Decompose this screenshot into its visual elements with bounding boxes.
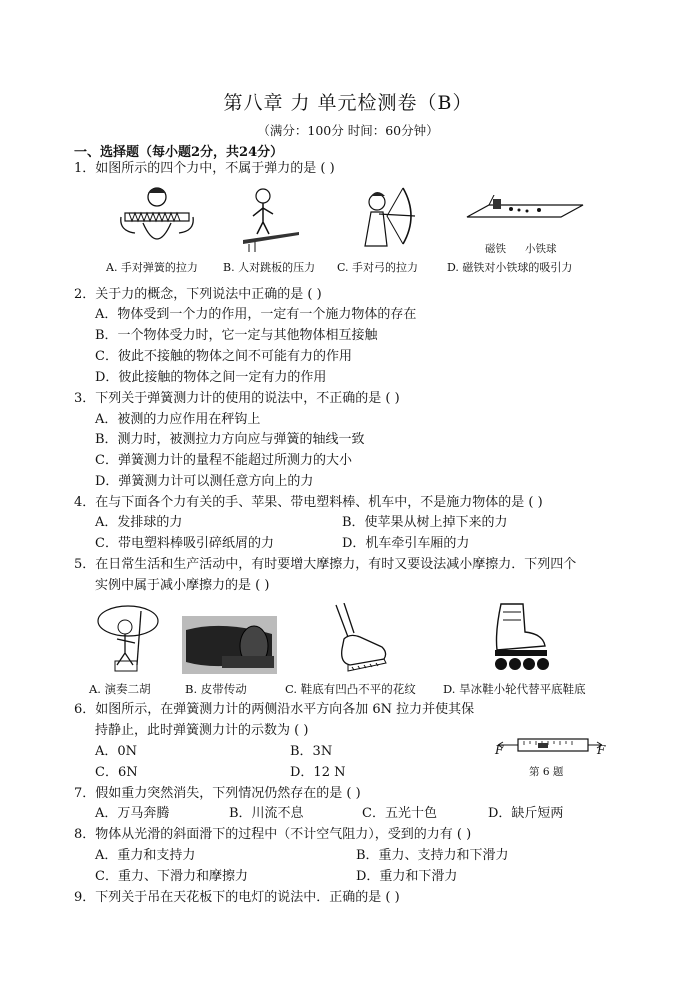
question-1: 1．如图所示的四个力中，不属于弹力的是 ( ): [74, 161, 335, 176]
fig6-caption: 第 6 题: [529, 766, 564, 778]
question-2: 2．关于力的概念，下列说法中正确的是 ( ): [74, 287, 322, 302]
question-5-line2: 实例中属于减小摩擦力的是 ( ): [95, 578, 270, 593]
question-9: 9．下列关于吊在天花板下的电灯的说法中．正确的是 ( ): [74, 890, 400, 905]
q8-option-b: B．重力、支持力和下滑力: [356, 848, 509, 863]
q1-caption-d: D. 磁铁对小铁球的吸引力: [447, 261, 573, 274]
q2-option-c: C．彼此不接触的物体之间不可能有力的作用: [95, 349, 352, 364]
q3-option-a: A．被测的力应作用在秤钩上: [95, 412, 261, 427]
force-label-right: F: [597, 743, 606, 757]
q7-option-d: D．缺斤短两: [488, 806, 564, 821]
q4-option-c: C．带电塑料棒吸引碎纸屑的力: [95, 536, 274, 551]
q3-option-c: C．弹簧测力计的量程不能超过所测力的大小: [95, 453, 352, 468]
q8-option-d: D．重力和下滑力: [356, 869, 458, 884]
force-label-left: F: [495, 743, 504, 757]
question-3: 3．下列关于弹簧测力计的使用的说法中，不正确的是 ( ): [74, 391, 400, 406]
q6-option-b: B．3N: [290, 744, 333, 759]
shoe-sole-figure: [330, 603, 390, 673]
q2-option-a: A．物体受到一个力的作用，一定有一个施力物体的存在: [95, 307, 417, 322]
belt-drive-figure: [182, 616, 277, 674]
question-8: 8．物体从光滑的斜面滑下的过程中（不计空气阻力），受到的力有 ( ): [74, 827, 472, 842]
q3-option-d: D．弹簧测力计可以测任意方向上的力: [95, 474, 314, 489]
q8-option-a: A．重力和支持力: [95, 848, 196, 863]
q7-option-c: C．五光十色: [362, 806, 437, 821]
q7-option-b: B．川流不息: [229, 806, 304, 821]
q2-option-d: D．彼此接触的物体之间一定有力的作用: [95, 370, 327, 385]
q1-caption-a: A. 手对弹簧的拉力: [106, 261, 198, 274]
q1-caption-c: C. 手对弓的拉力: [337, 261, 419, 274]
q5-caption-a: A. 演奏二胡: [89, 682, 151, 696]
q5-caption-b: B. 皮带传动: [185, 682, 247, 696]
diving-board-figure: [241, 186, 301, 252]
q8-option-c: C．重力、下滑力和摩擦力: [95, 869, 248, 884]
magnet-label: 磁铁: [485, 243, 506, 255]
q5-caption-d: D. 旱冰鞋小轮代替平底鞋底: [443, 682, 586, 696]
magnet-ball-figure: [465, 195, 585, 235]
exam-info: （满分：100分 时间：60分钟）: [257, 123, 439, 138]
q4-option-b: B．使苹果从树上掉下来的力: [342, 515, 508, 530]
q4-option-a: A．发排球的力: [95, 515, 183, 530]
question-6-line2: 持静止，此时弹簧测力计的示数为 ( ): [95, 723, 309, 738]
question-4: 4．在与下面各个力有关的手、苹果、带电塑料棒、机车中，不是施力物体的是 ( ): [74, 495, 543, 510]
q5-caption-c: C. 鞋底有凹凸不平的花纹: [285, 682, 416, 696]
q6-option-c: C．6N: [95, 765, 138, 780]
question-6-line1: 6．如图所示，在弹簧测力计的两侧沿水平方向各加 6N 拉力并使其保: [74, 702, 475, 717]
ball-label: 小铁球: [525, 243, 557, 255]
archery-figure: [357, 186, 417, 254]
question-7: 7．假如重力突然消失，下列情况仍然存在的是 ( ): [74, 786, 361, 801]
q1-caption-b: B. 人对跳板的压力: [223, 261, 316, 274]
spring-scale-figure: [496, 731, 604, 759]
q7-option-a: A．万马奔腾: [95, 806, 170, 821]
q6-option-a: A．0N: [95, 744, 138, 759]
q6-option-d: D．12 N: [290, 765, 346, 780]
erhu-figure: [95, 603, 161, 673]
q3-option-b: B．测力时，被测拉力方向应与弹簧的轴线一致: [95, 432, 365, 447]
section-heading: 一、选择题（每小题2分，共24分）: [74, 145, 284, 160]
q4-option-d: D．机车牵引车厢的力: [342, 536, 470, 551]
roller-skate-figure: [489, 602, 553, 674]
page-title: 第八章 力 单元检测卷（B）: [223, 92, 473, 114]
question-5-line1: 5．在日常生活和生产活动中，有时要增大摩擦力，有时又要设法减小摩擦力．下列四个: [74, 557, 577, 572]
q2-option-b: B．一个物体受力时，它一定与其他物体相互接触: [95, 328, 378, 343]
spring-pull-figure: [117, 185, 197, 255]
